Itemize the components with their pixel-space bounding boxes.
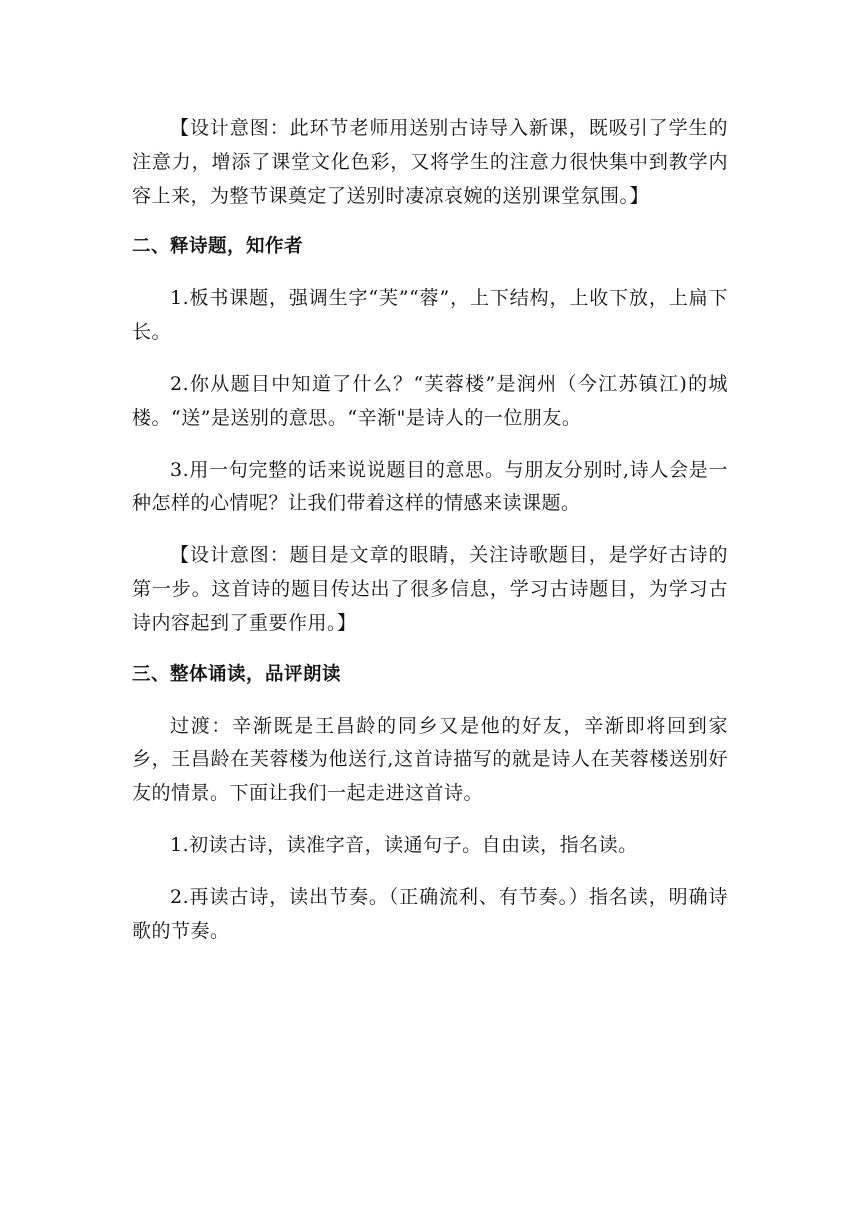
step-paragraph-2-2: 2.你从题目中知道了什么？“芙蓉楼”是润州（今江苏镇江)的城楼。“送”是送别的意思。“辛渐"是诗人的一位朋友。 (132, 372, 728, 429)
design-intent-paragraph-2: 【设计意图：题目是文章的眼睛，关注诗歌题目，是学好古诗的第一步。这首诗的题目传达出了很多信息，学习古诗题目，为学习古诗内容起到了重要作用。】 (132, 544, 728, 634)
step-paragraph-3-1: 1.初读古诗，读准字音，读通句子。自由读，指名读。 (170, 834, 638, 857)
transition-paragraph: 过渡：辛渐既是王昌龄的同乡又是他的好友，辛渐即将回到家乡，王昌龄在芙蓉楼为他送行,这首诗描写的就是诗人在芙蓉楼送别好友的情景。下面让我们一起走进这首诗。 (132, 714, 728, 805)
document-body (132, 112, 728, 966)
step-paragraph-2-3: 3.用一句完整的话来说说题目的意思。与朋友分别时,诗人会是一种怎样的心情呢？让我们带着这样的情感来读课题。 (132, 458, 728, 515)
section-heading-2: 二、释诗题，知作者 (132, 236, 304, 258)
design-intent-paragraph-1: 【设计意图：此环节老师用送别古诗导入新课，既吸引了学生的注意力，增添了课堂文化色彩，又将学生的注意力很快集中到教学内容上来，为整节课奠定了送别时凄凉哀婉的送别课堂氛围。】 (132, 117, 728, 207)
section-heading-3: 三、整体诵读，品评朗读 (132, 663, 342, 685)
step-paragraph-3-2: 2.再读古诗，读出节奏。（正确流利、有节奏。）指名读，明确诗歌的节奏。 (132, 885, 728, 942)
step-paragraph-2-1: 1.板书课题，强调生字“芙”“蓉”，上下结构，上收下放，上扁下长。 (132, 287, 728, 344)
